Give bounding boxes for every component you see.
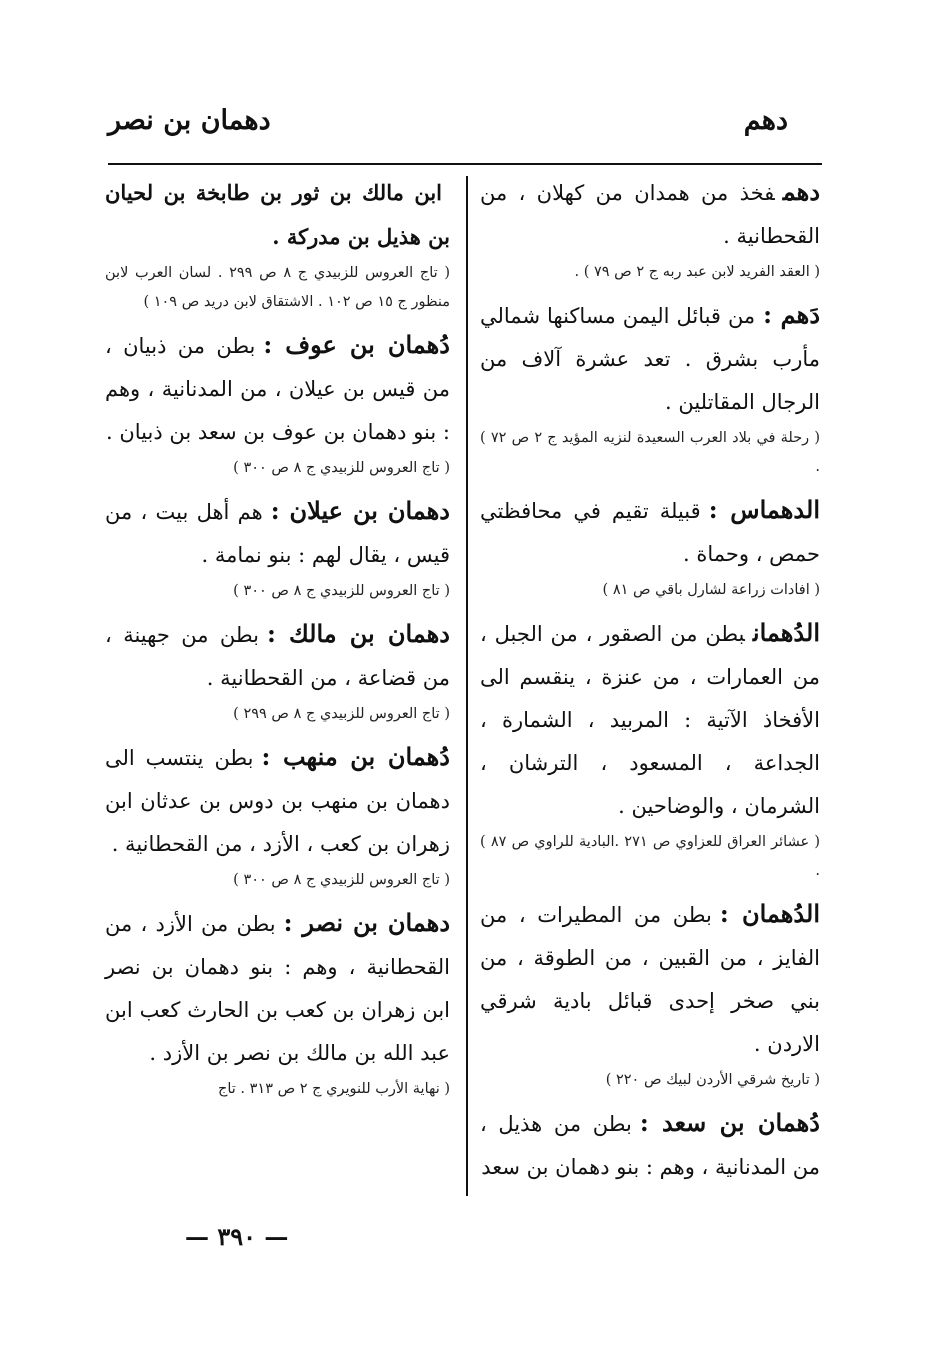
entry-reference: ( نهاية الأرب للنويري ج ٢ ص ٣١٣ . تاج (217, 1081, 450, 1097)
entry-head: دَهم : (763, 300, 820, 329)
entry-reference: ( تاج العروس للزبيدي ج ٨ ص ٣٠٠ ) (233, 460, 450, 476)
entry (105, 489, 450, 606)
entry-head: دُهمان بن منهب : (261, 742, 450, 771)
entry-reference: ( عشائر العراق للعزاوي ص ٢٧١ .البادية للراوي ص ٨٧ ) . (480, 834, 821, 879)
running-head-left: دهمان بن نصر (108, 105, 271, 136)
entry-text: بطن من هذيل ، من المدنانية ، وهم : بنو دهمان بن سعد (480, 1112, 820, 1179)
entry-reference: ( العقد الفريد لابن عبد ربه ج ٢ ص ٧٩ ) . (574, 264, 820, 280)
entry-text: بطن ينتسب الى دهمان بن منهب بن دوس بن عدثان ابن زهران بن كعب ، الأزد ، من القحطانية . (105, 746, 450, 856)
entry-text: بطن من المطيرات ، من الفايز ، من القبين ، من الطوقة ، من بني صخر إحدى قبائل بادية شرقي الاردن . (480, 903, 820, 1056)
entry-reference: ( تاج العروس للزبيدي ج ٨ ص ٣٠٠ ) (233, 583, 450, 599)
entry-head: دُهمان بن عوف : (263, 330, 450, 359)
left-column (105, 170, 450, 1110)
entry-head: الدهماس : (708, 495, 820, 524)
running-head-right: دهم (743, 105, 788, 136)
entry-head: دهمان بن نصر : (283, 908, 451, 937)
entry-head: الدُهمان : (719, 899, 820, 928)
page-number: — ٣٩٠ — (185, 1222, 289, 1251)
entry-text: ابن مالك بن ثور بن طابخة بن لحيان بن هذيل بن مدركة . (105, 180, 450, 249)
entry-reference: ( افادات زراعة لشارل باقي ص ٨١ ) (602, 582, 820, 598)
entry-reference: ( تاج العروس للزبيدي ج ٨ ص ٢٩٩ . لسان العرب لابن منظور ج ١٥ ص ١٠٢ . الاشتقاق لابن دريد ص ١٠٩ ) (105, 265, 451, 310)
entry-reference: ( رحلة في بلاد العرب السعيدة لنزيه المؤيد ج ٢ ص ٧٢ ) . (480, 430, 821, 475)
entry-text: بطن من ذبيان ، من قيس بن عيلان ، من المدنانية ، وهم : بنو دهمان بن عوف بن سعد بن ذبيان . (105, 334, 450, 444)
entry (480, 1101, 820, 1189)
entry-reference: ( تاج العروس للزبيدي ج ٨ ص ٢٩٩ ) (233, 706, 450, 722)
entry-text: فخذ من همدان من كهلان ، من القحطانية . (480, 181, 820, 248)
entry (105, 612, 450, 729)
entry-text: بطن من الصقور ، من الجبل ، من العمارات ، من عنزة ، ينقسم الى الأفخاذ الآتية : المربيد ، الشمارة ، الجداعة ، المسعود ، الترشان ، الشرمان ، والوضاحين . (480, 622, 820, 818)
entry (480, 488, 820, 605)
entry (105, 170, 450, 317)
entry-reference: ( تاريخ شرقي الأردن لبيك ص ٢٢٠ ) (605, 1072, 820, 1088)
right-column (480, 170, 820, 1195)
entry (105, 323, 450, 483)
entry-head: دهمان بن مالك : (266, 619, 450, 648)
entry-reference: ( تاج العروس للزبيدي ج ٨ ص ٣٠٠ ) (233, 872, 450, 888)
header-rule (108, 163, 822, 165)
entry (105, 901, 450, 1104)
column-divider (466, 176, 468, 1196)
entry (480, 293, 820, 482)
entry-text: بطن من الأزد ، من القحطانية ، وهم : بنو دهمان بن نصر ابن زهران بن كعب بن الحارث كعب ابن عبد الله بن مالك بن نصر بن الأزد . (105, 912, 450, 1065)
entry-head: الدُهمان (752, 618, 820, 647)
entry-text: بطن من جهينة ، من قضاعة ، من القحطانية . (105, 623, 450, 690)
entry (480, 611, 820, 886)
entry-head: دهمان بن عيلان : (270, 496, 450, 525)
entry-text: هم أهل بيت ، من قيس ، يقال لهم : بنو نمامة . (105, 500, 450, 567)
entry-head: دهم (782, 177, 820, 206)
entry (105, 735, 450, 895)
entry-text: قبيلة تقيم في محافظتي حمص ، وحماة . (480, 499, 820, 566)
entry (480, 170, 820, 287)
entry-head: دُهمان بن سعد : (639, 1108, 820, 1137)
entry-text: من قبائل اليمن مساكنها شمالي مأرب بشرق . تعد عشرة آلاف من الرجال المقاتلين . (480, 304, 820, 414)
entry (480, 892, 820, 1095)
